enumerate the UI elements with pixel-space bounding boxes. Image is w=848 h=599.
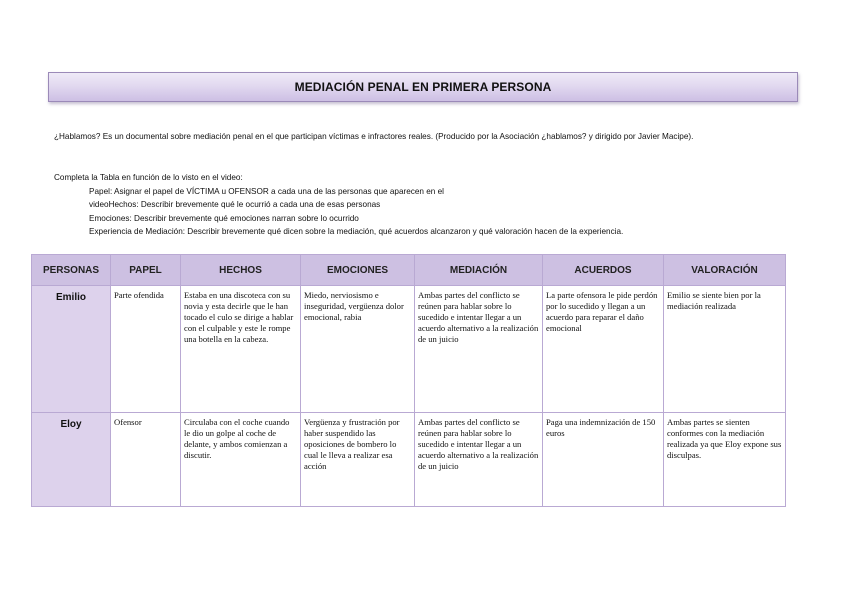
header-acuerdos: ACUERDOS: [543, 255, 664, 286]
cell-mediacion: Ambas partes del conflicto se reúnen para hablar sobre lo sucedido e intentar llegar a un acuerdo alternativo a la realización de un juicio: [415, 413, 543, 507]
cell-mediacion: Ambas partes del conflicto se reúnen para hablar sobre lo sucedido e intentar llegar a un acuerdo alternativo a la realización de un juicio: [415, 286, 543, 413]
cell-papel: Parte ofendida: [111, 286, 181, 413]
instruction-emociones: Emociones: Describir brevemente qué emociones narran sobre lo ocurrido: [89, 213, 359, 223]
table-row: [32, 286, 786, 413]
cell-emociones: Vergüenza y frustración por haber suspendido las oposiciones de bombero lo cual le lleva a realizar esa acción: [301, 413, 415, 507]
page-title: MEDIACIÓN PENAL EN PRIMERA PERSONA: [48, 72, 798, 102]
header-valoracion: VALORACIÓN: [664, 255, 786, 286]
cell-acuerdos: La parte ofensora le pide perdón por lo sucedido y llegan a un acuerdo para reparar el daño emocional: [543, 286, 664, 413]
instruction-papel: Papel: Asignar el papel de VÍCTIMA u OFENSOR a cada una de las personas que aparecen en el: [89, 186, 445, 196]
intro-paragraph: ¿Hablamos? Es un documental sobre mediación penal en el que participan víctimas e infractores reales. (Producido por la Asociación ¿hablamos? y dirigido por Javier Macipe).: [54, 132, 694, 141]
cell-hechos: Circulaba con el coche cuando le dio un golpe al coche de delante, y ambos comienzan a discutir.: [181, 413, 301, 507]
header-emociones: EMOCIONES: [301, 255, 415, 286]
header-papel: PAPEL: [111, 255, 181, 286]
cell-papel: Ofensor: [111, 413, 181, 507]
instructions-lead: Completa la Tabla en función de lo visto en el video:: [54, 173, 243, 182]
cell-emociones: Miedo, nerviosismo e inseguridad, vergüenza dolor emocional, rabia: [301, 286, 415, 413]
cell-acuerdos: Paga una indemnización de 150 euros: [543, 413, 664, 507]
instructions-block: [54, 171, 794, 239]
cell-valoracion: Ambas partes se sienten conformes con la mediación realizada ya que Eloy expone sus disculpas.: [664, 413, 786, 507]
cell-valoracion: Emilio se siente bien por la mediación realizada: [664, 286, 786, 413]
header-hechos: HECHOS: [181, 255, 301, 286]
table-header-row: [32, 255, 786, 286]
cell-hechos: Estaba en una discoteca con su novia y esta decirle que le han tocado el culo se dirige a hablar con el culpable y este le rompe una botella en la cabeza.: [181, 286, 301, 413]
header-personas: PERSONAS: [32, 255, 111, 286]
instruction-hechos: videoHechos: Describir brevemente qué le ocurrió a cada una de esas personas: [89, 200, 381, 209]
instruction-experiencia: Experiencia de Mediación: Describir brevemente qué dicen sobre la mediación, qué acuerdos alcanzaron y qué valoración hacen de la experiencia.: [89, 227, 624, 236]
header-mediacion: MEDIACIÓN: [415, 255, 543, 286]
mediation-table: [31, 254, 786, 507]
cell-persona: Emilio: [32, 286, 111, 413]
table-row: [32, 413, 786, 507]
cell-persona: Eloy: [32, 413, 111, 507]
